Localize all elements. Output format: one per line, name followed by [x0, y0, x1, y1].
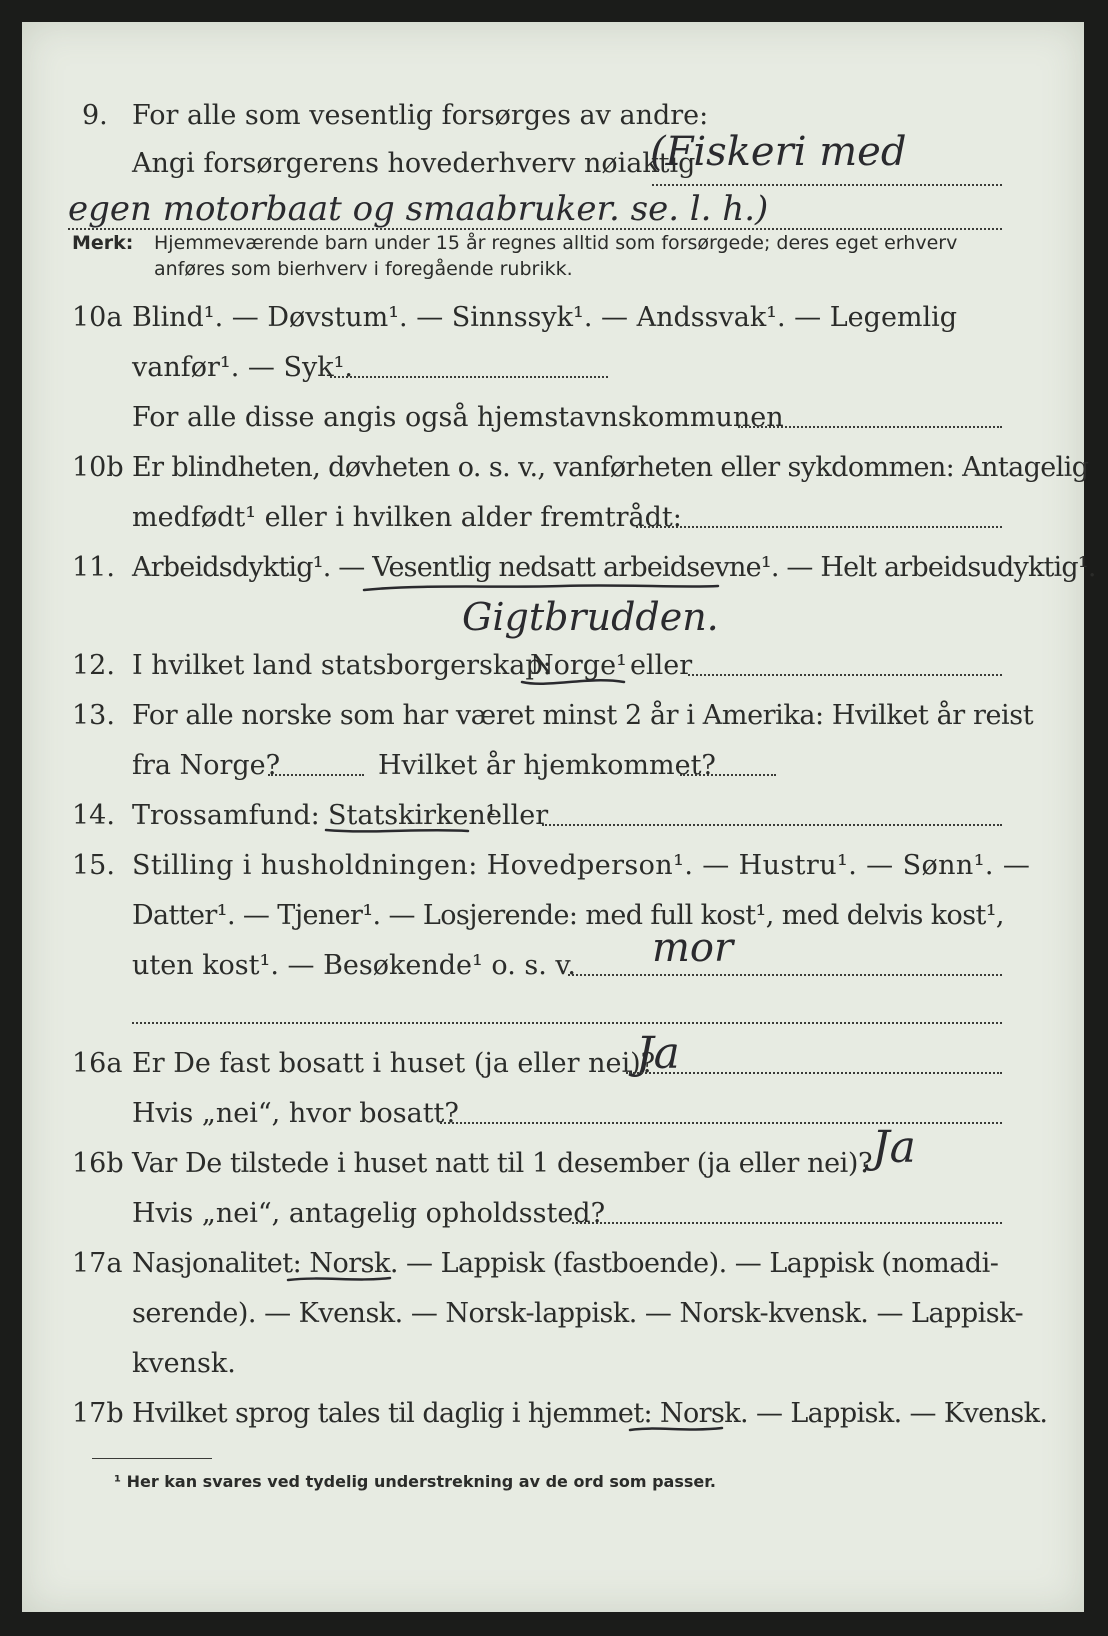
q12-underline-mark	[518, 674, 628, 690]
q12-number: 12.	[72, 650, 115, 681]
q17a-line2: serende). — Kvensk. — Norsk-lappisk. — Norsk-kvensk. — Lappisk-	[132, 1298, 1024, 1329]
q16a-bosatt-line	[440, 1122, 1002, 1124]
q17a-line1: Nasjonalitet: Norsk. — Lappisk (fastboende). — Lappisk (nomadi-	[132, 1248, 999, 1279]
q11-number: 11.	[72, 552, 115, 583]
q15-answer-line	[568, 974, 1002, 976]
q14-answer-line	[542, 824, 1002, 826]
q17b-underline-mark	[626, 1422, 726, 1442]
q14-number: 14.	[72, 800, 115, 831]
q13-line2a: fra Norge?	[132, 750, 281, 781]
q9-merk-line2: anføres som bierhverv i foregående rubrikk.	[154, 258, 573, 280]
q9-merk-line1: Hjemmeværende barn under 15 år regnes alltid som forsørgede; deres eget erhverv	[154, 232, 958, 254]
q13-number: 13.	[72, 700, 115, 731]
q14-underline-mark	[322, 824, 472, 838]
footnote: ¹ Her kan svares ved tydelig understrekning av de ord som passer.	[114, 1472, 716, 1491]
q15-line1: Stilling i husholdningen: Hovedperson¹. — Hustru¹. — Sønn¹. —	[132, 850, 1031, 881]
q13-line2b: Hvilket år hjemkommet?	[378, 750, 716, 781]
census-form-page	[22, 22, 1096, 1612]
q10a-line3: For alle disse angis også hjemstavnskommunen	[132, 402, 784, 433]
q9-handwritten-answer-a: (Fiskeri med	[650, 129, 907, 175]
q14-label: Trossamfund:	[132, 800, 320, 831]
q16b-line2: Hvis „nei“, antagelig opholdssted?	[132, 1198, 606, 1229]
q13-hjemkommet-line	[680, 774, 776, 776]
q9-merk-label: Merk:	[72, 232, 134, 254]
q16b-handwritten-answer: Ja	[872, 1122, 916, 1173]
q9-number: 9.	[82, 100, 108, 131]
q11-line1: Arbeidsdyktig¹. — Vesentlig nedsatt arbeidsevne¹. — Helt arbeidsudyktig¹.	[132, 552, 1096, 583]
q10a-number: 10a	[72, 302, 123, 333]
q9-line2: Angi forsørgerens hovederhverv nøiaktig	[132, 148, 696, 179]
q11-handwritten-answer: Gigtbrudden.	[462, 595, 719, 639]
q9-answer-line-1	[652, 184, 1002, 186]
q10a-line2: vanfør¹. — Syk¹.	[132, 352, 353, 383]
q10b-line2: medfødt¹ eller i hvilken alder fremtrådt:	[132, 502, 682, 533]
q16b-line1: Var De tilstede i huset natt til 1 desember (ja eller nei)?	[132, 1148, 873, 1179]
q10b-line1: Er blindheten, døvheten o. s. v., vanførheten eller sykdommen: Antagelig	[132, 452, 1089, 483]
q13-line1: For alle norske som har været minst 2 år i Amerika: Hvilket år reist	[132, 700, 1034, 731]
q17a-underline-mark	[284, 1272, 394, 1286]
q15-number: 15.	[72, 850, 115, 881]
q17a-number: 17a	[72, 1248, 123, 1279]
q12-answer-line	[688, 674, 1002, 676]
q17b-number: 17b	[72, 1398, 124, 1429]
q10a-line1: Blind¹. — Døvstum¹. — Sinnssyk¹. — Andssvak¹. — Legemlig	[132, 302, 958, 333]
q16a-line2: Hvis „nei“, hvor bosatt?	[132, 1098, 459, 1129]
footnote-rule	[92, 1458, 212, 1459]
q16a-line1: Er De fast bosatt i huset (ja eller nei)?	[132, 1048, 656, 1079]
q17b-line1: Hvilket sprog tales til daglig i hjemmet: Norsk. — Lappisk. — Kvensk.	[132, 1398, 1048, 1429]
q10a-syk-line	[330, 376, 608, 378]
q16b-opholdssted-line	[572, 1222, 1002, 1224]
q14-eller: eller	[486, 800, 549, 831]
q10b-answer-line	[636, 526, 1002, 528]
q14-statskirken: Statskirken¹	[328, 800, 497, 831]
q9-handwritten-answer-b: egen motorbaat og smaabruker. se. l. h.)	[68, 189, 769, 229]
q15-extra-line	[132, 1022, 1002, 1024]
q10a-hjemstavn-line	[738, 426, 1002, 428]
q12-norge: Norge¹	[530, 650, 627, 681]
q15-line3: uten kost¹. — Besøkende¹ o. s. v.	[132, 950, 577, 981]
q16b-number: 16b	[72, 1148, 124, 1179]
q15-line2: Datter¹. — Tjener¹. — Losjerende: med full kost¹, med delvis kost¹,	[132, 900, 1004, 931]
q9-answer-line-2	[68, 228, 1002, 230]
q16a-handwritten-answer: Ja	[636, 1028, 680, 1079]
q13-reist-line	[268, 774, 364, 776]
q12-eller: eller	[630, 650, 693, 681]
q17a-line3: kvensk.	[132, 1348, 236, 1379]
q9-line1: For alle som vesentlig forsørges av andre:	[132, 100, 709, 131]
q16a-number: 16a	[72, 1048, 123, 1079]
q16a-answer-line	[626, 1072, 1002, 1074]
q12-line1: I hvilket land statsborgerskap:	[132, 650, 552, 681]
q15-handwritten-answer: mor	[652, 925, 734, 971]
q10b-number: 10b	[72, 452, 124, 483]
